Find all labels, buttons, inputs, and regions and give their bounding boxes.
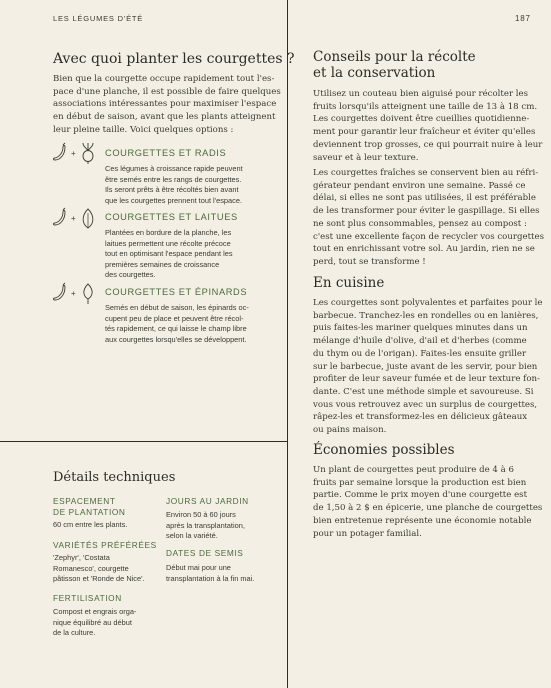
- pair-desc-epinards: Semés en début de saison, les épinards oc- cupent peu de place et peuvent être récol- tés rapidement, ce qui laisse le champ libre aux courgettes lorsqu'elles se développent.: [105, 303, 249, 344]
- svg-text:+: +: [71, 149, 76, 158]
- column-divider: [287, 0, 288, 688]
- label-espacement: ESPACEMENT DE PLANTATION: [53, 496, 126, 517]
- paragraph-economies: Un plant de courgettes peut produire de 4 à 6 fruits par semaine lorsque la production est bien partie. Comme le prix moyen d'une courgette est de 1,50 à 2 $ en épicerie, une planche de courgettes bien entretenue représente une économie notable pour un potager familial.: [313, 465, 543, 539]
- section-divider: [0, 441, 287, 442]
- running-header: LES LÉGUMES D'ÉTÉ: [53, 14, 144, 23]
- svg-text:+: +: [71, 289, 76, 298]
- page-title: Avec quoi planter les courgettes ?: [53, 51, 295, 67]
- paragraph-cuisine: Les courgettes sont polyvalentes et parfaites pour le barbecue. Tranchez-les en rondelles ou en lanières, puis faites-les mariner quelques minutes dans un mélange d'huile d'olive, d'ail et d'herbes (comme du thym ou de l'origan). Faites-les ensuite griller sur le barbecue, juste avant de les servir, pour bien profiter de leur saveur fumée et de leur texture fon- dante. C'est une méthode simple et savoureuse. Si vous vous retrouvez avec un surplus de courgettes, râpez-les et transformez-les en délicieux gâteaux ou pains maison.: [313, 298, 543, 436]
- label-dates-semis: DATES DE SEMIS: [166, 548, 244, 558]
- svg-text:+: +: [71, 214, 76, 223]
- paragraph-conservation: Les courgettes fraîches se conservent bien au réfri- gérateur pendant environ une semaine. Passé ce délai, si elles ne sont pas utilisées, il est préférable de les transformer pour éviter le gaspillage. Si elles ne sont plus consommables, pensez au compost : c'est une excellente façon de recycler vos courgettes tout en enrichissant votre sol. Au jardin, rien ne se perd, tout se transforme !: [313, 168, 544, 267]
- pair-desc-radis: Ces légumes à croissance rapide peuvent être semés entre les rangs de courgettes. Ils seront prêts à être récoltés bien avant que les courgettes prennent tout l'espace.: [105, 164, 243, 205]
- radish-icon: [52, 142, 98, 164]
- label-fertilisation: FERTILISATION: [53, 593, 122, 603]
- intro-paragraph: Bien que la courgette occupe rapidement tout l'es- pace d'une planche, il est possible de faire quelques associations intéressantes pour maximiser l'espace en début de saison, avant que les plants atteignent leur pleine taille. Voici quelques options :: [53, 74, 281, 135]
- tech-title: Détails techniques: [53, 470, 176, 485]
- section-title-cuisine: En cuisine: [313, 275, 385, 291]
- pair-desc-laitues: Plantées en bordure de la planche, les laitues permettent une récolte précoce tout en optimisant l'espace pendant les premières semaines de croissance des courgettes.: [105, 228, 233, 280]
- value-fertilisation: Compost et engrais orga- nique équilibré au début de la culture.: [53, 607, 137, 637]
- label-jours: JOURS AU JARDIN: [166, 496, 249, 506]
- label-varietes: VARIÉTÉS PRÉFÉRÉES: [53, 540, 157, 550]
- value-dates-semis: Début mai pour une transplantation à la fin mai.: [166, 563, 255, 583]
- section-title-economies: Économies possibles: [313, 442, 455, 458]
- value-espacement: 60 cm entre les plants.: [53, 520, 128, 529]
- pair-title-radis: COURGETTES ET RADIS: [105, 148, 227, 158]
- value-jours: Environ 50 à 60 jours après la transplantation, selon la variété.: [166, 510, 245, 540]
- pair-title-laitues: COURGETTES ET LAITUES: [105, 212, 238, 222]
- lettuce-leaf-icon: [52, 207, 98, 229]
- value-varietes: 'Zephyr', 'Costata Romanesco', courgette pâtisson et 'Ronde de Nice'.: [53, 553, 145, 583]
- pair-title-epinards: COURGETTES ET ÉPINARDS: [105, 287, 248, 297]
- spinach-leaf-icon: [52, 282, 98, 304]
- section-title-recolte: Conseils pour la récolte et la conservation: [313, 49, 476, 81]
- paragraph-recolte: Utilisez un couteau bien aiguisé pour récolter les fruits lorsqu'ils atteignent une taille de 13 à 18 cm. Les courgettes doivent être cueillies quotidienne- ment pour garantir leur fraîcheur et éviter qu'elles deviennent trop grosses, ce qui pourrait nuire à leur saveur et à leur texture.: [313, 89, 543, 163]
- page-number: 187: [515, 14, 531, 23]
